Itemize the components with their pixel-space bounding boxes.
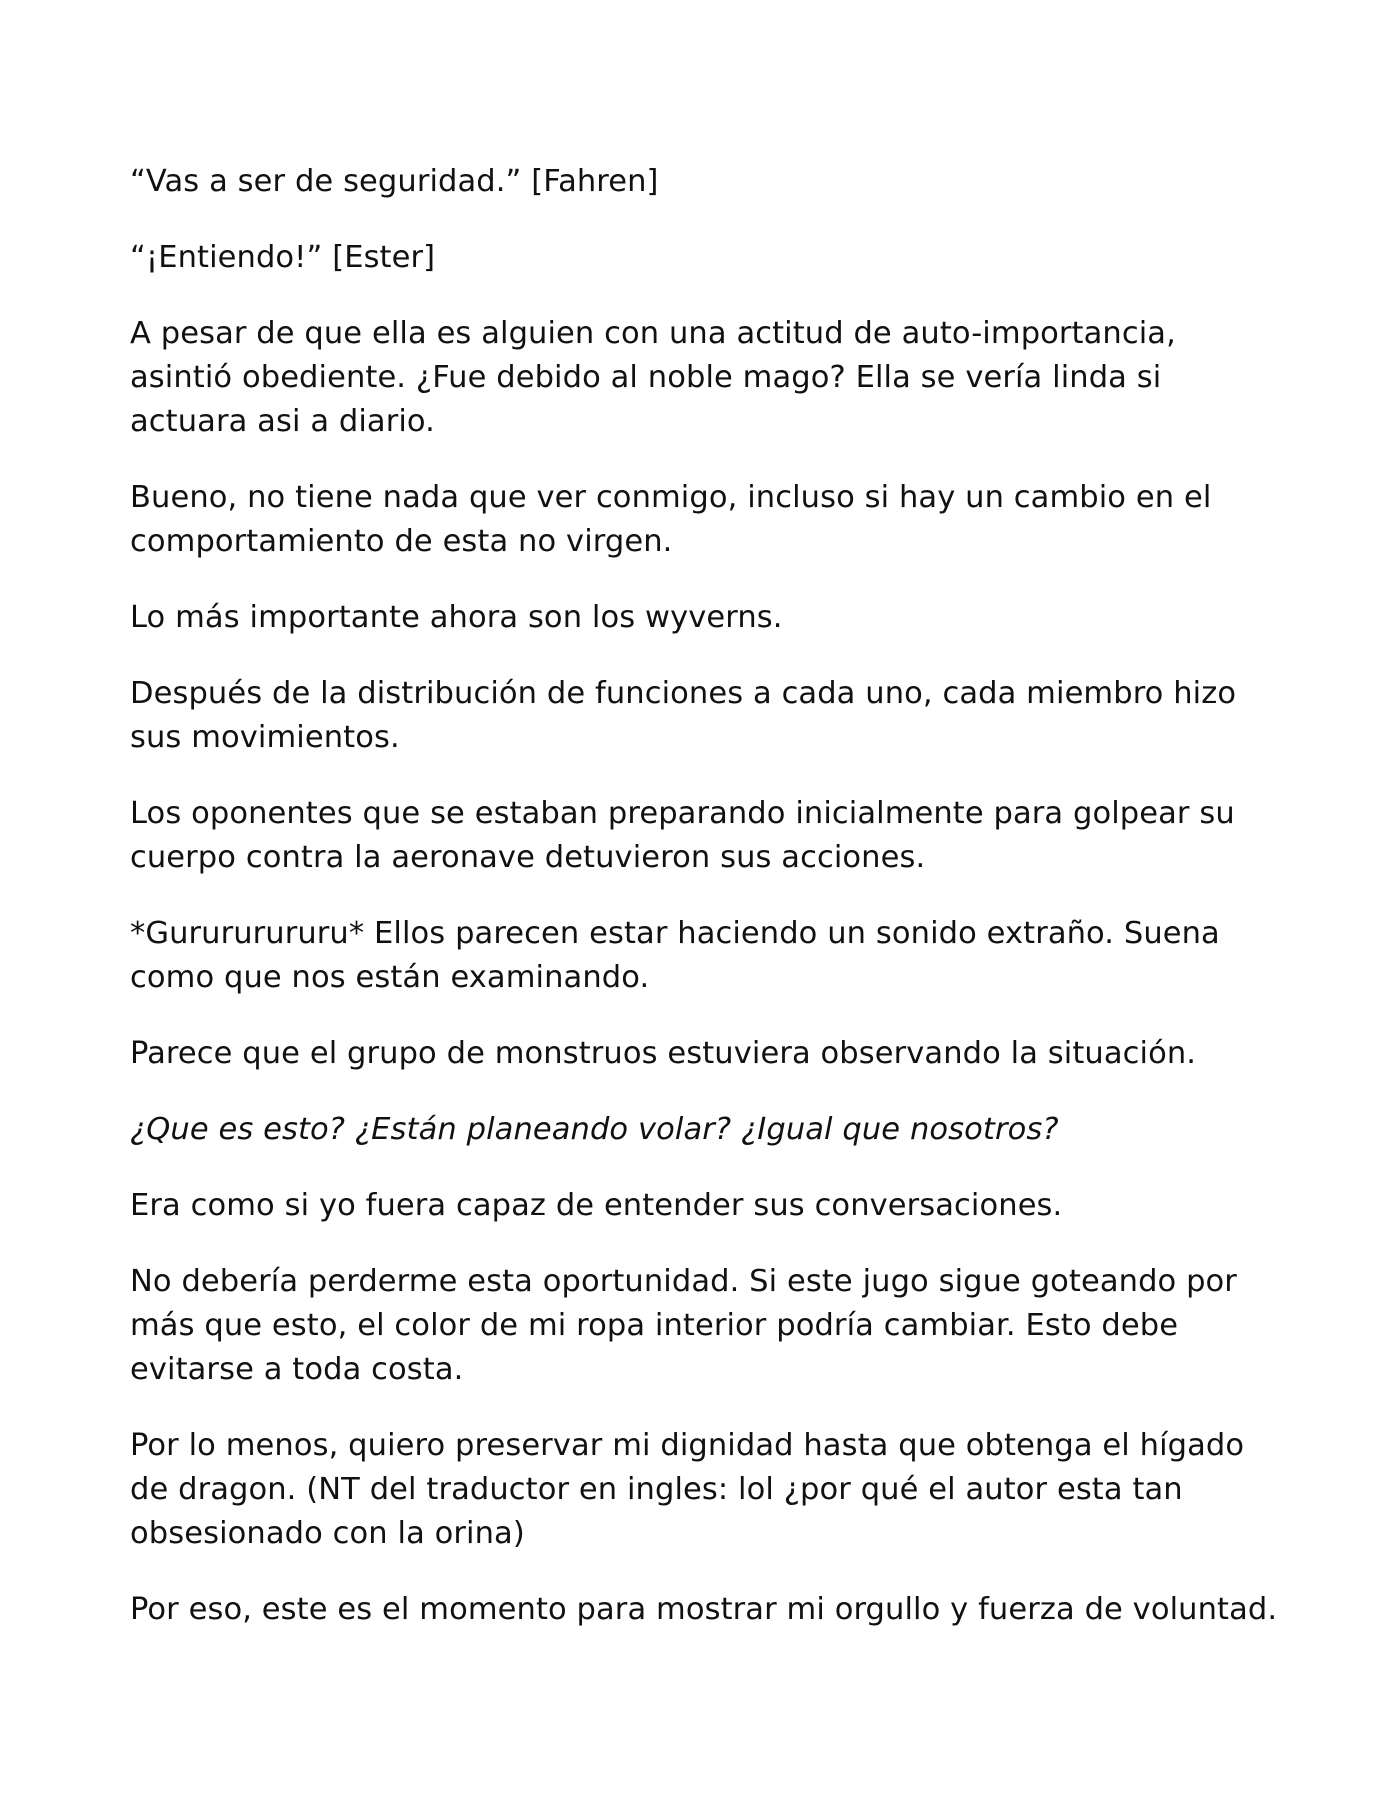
paragraph-narration: Bueno, no tiene nada que ver conmigo, incluso si hay un cambio en el comportamiento de esta no virgen. (130, 480, 1212, 559)
paragraph-narration: Era como si yo fuera capaz de entender sus conversaciones. (130, 1188, 1063, 1223)
paragraph-ester-dialogue: “¡Entiendo!” [Ester] (130, 240, 436, 275)
paragraph-narration: No debería perderme esta oportunidad. Si este jugo sigue goteando por más que esto, el color de mi ropa interior podría cambiar. Esto debe evitarse a toda costa. (130, 1264, 1237, 1387)
paragraph-narration: *Gurururururu* Ellos parecen estar haciendo un sonido extraño. Suena como que nos están examinando. (130, 916, 1220, 995)
document-body (130, 160, 1280, 1664)
paragraph-narration: A pesar de que ella es alguien con una actitud de auto-importancia, asintió obediente. ¿Fue debido al noble mago? Ella se vería linda si actuara asi a diario. (130, 316, 1176, 439)
paragraph-narration: Lo más importante ahora son los wyverns. (130, 600, 783, 635)
paragraph-fahren-dialogue: “Vas a ser de seguridad.” [Fahren] (130, 164, 659, 199)
paragraph-narration: Por eso, este es el momento para mostrar mi orgullo y fuerza de voluntad. (130, 1592, 1278, 1627)
paragraph-narration: Los oponentes que se estaban preparando inicialmente para golpear su cuerpo contra la aeronave detuvieron sus acciones. (130, 796, 1235, 875)
paragraph-narration: Parece que el grupo de monstruos estuviera observando la situación. (130, 1036, 1197, 1071)
paragraph-italic-thought: ¿Que es esto? ¿Están planeando volar? ¿Igual que nosotros? (130, 1112, 1059, 1147)
paragraph-translator-note: Por lo menos, quiero preservar mi dignidad hasta que obtenga el hígado de dragon. (NT del traductor en ingles: lol ¿por qué el autor esta tan obsesionado con la orina) (130, 1428, 1245, 1551)
paragraph-narration: Después de la distribución de funciones a cada uno, cada miembro hizo sus movimientos. (130, 676, 1237, 755)
